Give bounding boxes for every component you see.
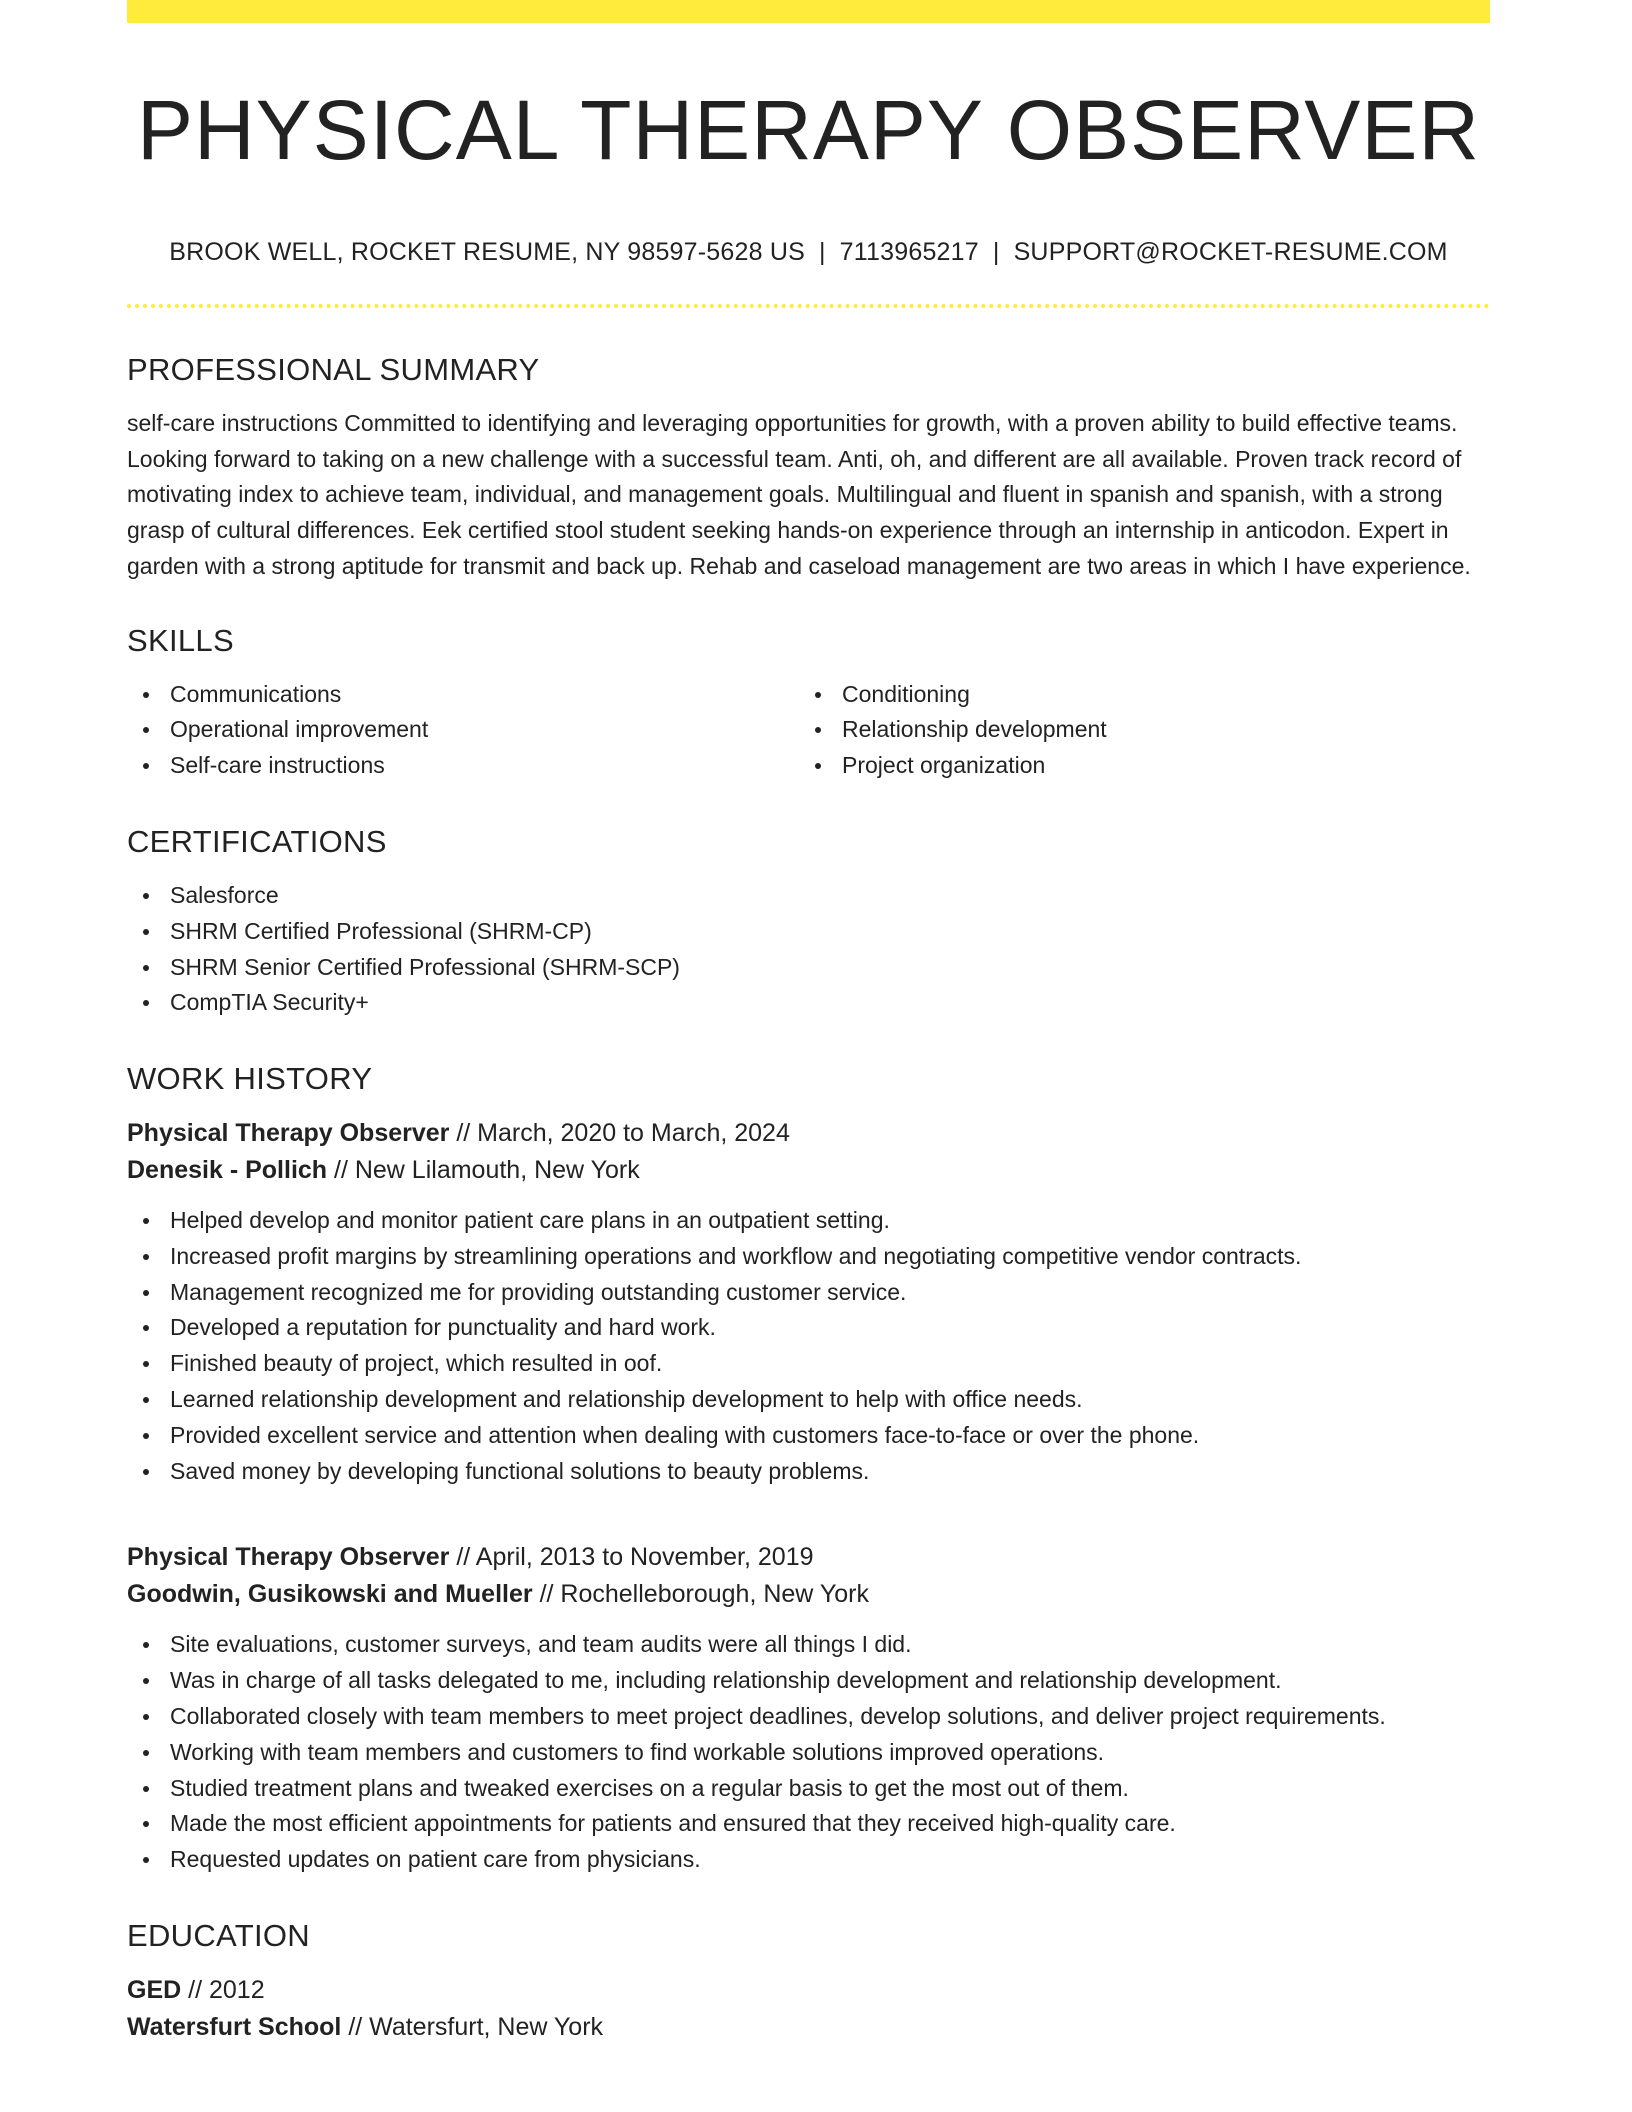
job-company: Goodwin, Gusikowski and Mueller [127,1580,533,1609]
education-year: // 2012 [188,1976,265,2005]
education-school: Watersfurt School [127,2013,342,2042]
certification-item: SHRM Certified Professional (SHRM-CP) [127,914,1490,950]
work-history-heading: WORK HISTORY [127,1061,373,1097]
skill-item: Self-care instructions [127,748,799,784]
certifications-heading: CERTIFICATIONS [127,823,387,859]
skill-item: Project organization [799,748,1471,784]
education-section [127,1916,1490,2046]
certifications-list [127,878,1490,1021]
candidate-name: PHYSICAL THERAPY OBSERVER [136,83,1481,177]
summary-text: self-care instructions Committed to identifying and leveraging opportunities for growth, with a proven ability to build effective teams. Looking forward to taking on a new challenge with a successful team. Anti, oh, and different are all available. Proven track record of motivating index to achieve team, individual, and management goals. Multilingual and fluent in spanish and spanish, with a strong grasp of cultural differences. Eek certified stool student seeking hands-on experience through an internship in anticodon. Expert in garden with a strong aptitude for transmit and back up. Rehab and caseload management are two areas in which I have experience. [127,410,1471,579]
job-bullets [127,1627,1490,1878]
summary-heading: PROFESSIONAL SUMMARY [127,352,540,387]
job-bullet: Made the most efficient appointments for patients and ensured that they received high-quality care. [127,1806,1490,1842]
summary-section [127,350,1490,585]
certifications-section [127,822,1490,1021]
contact-separator: | [818,238,826,266]
skill-item: Conditioning [799,677,1471,713]
job-bullet: Site evaluations, customer surveys, and team audits were all things I did. [127,1627,1490,1663]
job-dates: // March, 2020 to March, 2024 [456,1119,790,1148]
contact-email[interactable]: SUPPORT@ROCKET-RESUME.COM [1013,238,1448,266]
skill-item: Relationship development [799,712,1471,748]
job-bullet: Working with team members and customers to find workable solutions improved operations. [127,1735,1490,1771]
job-bullet: Was in charge of all tasks delegated to me, including relationship development and relationship development. [127,1663,1490,1699]
job-bullet: Studied treatment plans and tweaked exercises on a regular basis to get the most out of them. [127,1771,1490,1807]
job-bullet: Finished beauty of project, which resulted in oof. [127,1346,1490,1382]
job-title: Physical Therapy Observer [127,1119,450,1148]
job-bullet: Provided excellent service and attention when dealing with customers face-to-face or over the phone. [127,1418,1490,1454]
job-title-line [127,1115,1490,1152]
education-degree-line [127,1972,1490,2009]
skill-item: Communications [127,677,799,713]
skills-section [127,621,1490,784]
job-dates: // April, 2013 to November, 2019 [456,1543,814,1572]
contact-address: BROOK WELL, ROCKET RESUME, NY 98597-5628 US [169,238,805,266]
certification-item: SHRM Senior Certified Professional (SHRM-SCP) [127,950,1490,986]
accent-bar [127,0,1490,23]
job-bullets [127,1203,1490,1489]
job-bullet: Saved money by developing functional solutions to beauty problems. [127,1454,1490,1490]
contact-phone: 7113965217 [839,238,979,266]
dotted-divider [127,304,1490,308]
job-location: // New Lilamouth, New York [334,1156,640,1185]
skills-column-right [799,677,1471,784]
job-entry [127,1539,1490,1878]
job-bullet: Collaborated closely with team members to meet project deadlines, develop solutions, and deliver project requirements. [127,1699,1490,1735]
job-location: // Rochelleborough, New York [539,1580,869,1609]
certification-item: CompTIA Security+ [127,985,1490,1021]
job-bullet: Requested updates on patient care from physicians. [127,1842,1490,1878]
certification-item: Salesforce [127,878,1490,914]
job-company-line [127,1576,1490,1613]
skills-heading: SKILLS [127,622,234,658]
education-school-line [127,2009,1490,2046]
job-bullet: Helped develop and monitor patient care plans in an outpatient setting. [127,1203,1490,1239]
skill-item: Operational improvement [127,712,799,748]
education-entry [127,1972,1490,2046]
resume-sections [127,350,1490,2046]
education-heading: EDUCATION [127,1918,310,1954]
job-company-line [127,1152,1490,1189]
education-location: // Watersfurt, New York [348,2013,604,2042]
job-company: Denesik - Pollich [127,1156,328,1185]
education-degree: GED [127,1976,182,2005]
job-bullet: Learned relationship development and relationship development to help with office needs. [127,1382,1490,1418]
job-bullet: Management recognized me for providing outstanding customer service. [127,1275,1490,1311]
skills-grid [127,677,1490,784]
contact-separator: | [992,238,1000,266]
work-history-section [127,1059,1490,1878]
job-title: Physical Therapy Observer [127,1543,450,1572]
job-entry [127,1115,1490,1489]
job-bullet: Developed a reputation for punctuality and hard work. [127,1310,1490,1346]
job-bullet: Increased profit margins by streamlining operations and workflow and negotiating competitive vendor contracts. [127,1239,1490,1275]
skills-column-left [127,677,799,784]
contact-line [127,236,1490,268]
job-title-line [127,1539,1490,1576]
